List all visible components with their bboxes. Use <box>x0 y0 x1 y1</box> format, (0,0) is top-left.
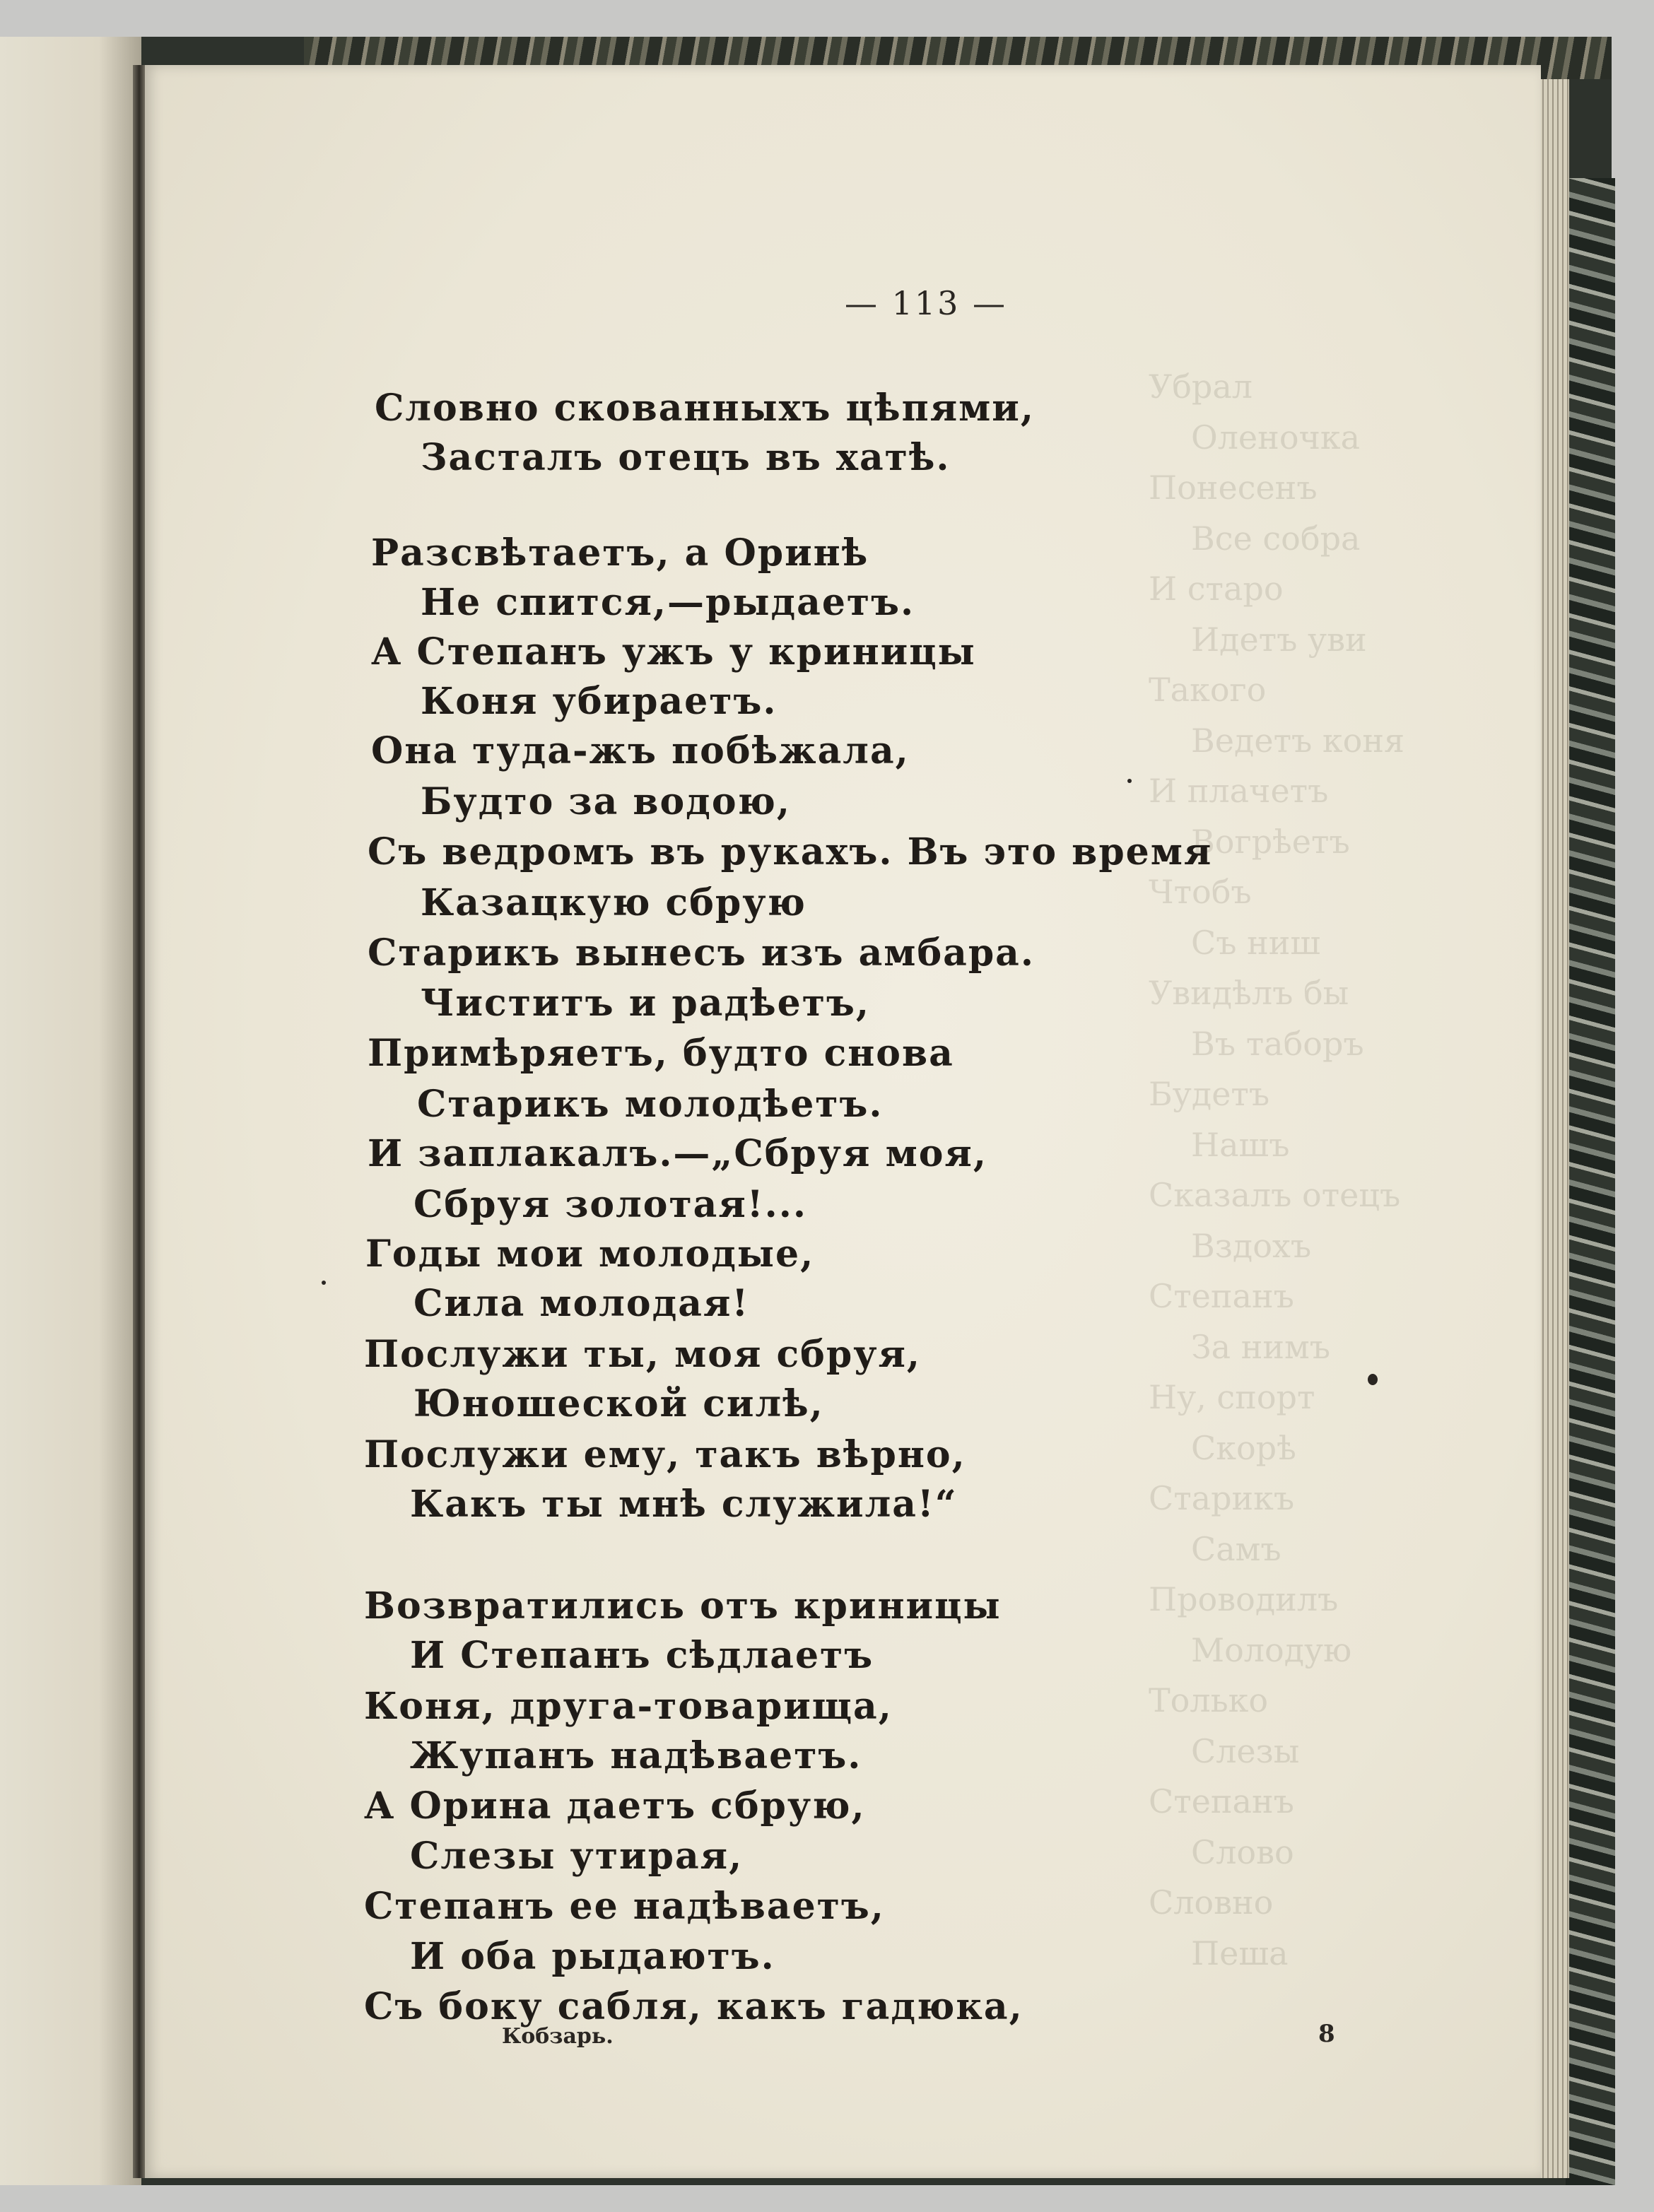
verse-line: Степанъ ее надѣваетъ, <box>364 1885 885 1928</box>
show-through-line: Убрал <box>1149 367 1253 406</box>
book-page <box>145 65 1541 2178</box>
verse-line: Не спится,—рыдаетъ. <box>421 581 915 624</box>
verse-line: Разсвѣтаетъ, а Оринѣ <box>371 531 869 575</box>
show-through-line: Съ ниш <box>1191 923 1321 962</box>
show-through-line: Степанъ <box>1149 1782 1294 1820</box>
show-through-line: Сказалъ отецъ <box>1149 1176 1401 1214</box>
verse-line: И оба рыдаютъ. <box>410 1935 775 1978</box>
verse-line: И заплакалъ.—„Сбруя моя, <box>368 1132 987 1175</box>
verse-line: Будто за водою, <box>421 780 791 823</box>
marbled-cover-right <box>1566 178 1615 2185</box>
show-through-line: Проводилъ <box>1149 1580 1339 1618</box>
verse-line: Какъ ты мнѣ служила!“ <box>410 1483 958 1526</box>
show-through-line: Только <box>1149 1681 1269 1719</box>
show-through-line: И старо <box>1149 570 1284 608</box>
verse-line: Казацкую сбрую <box>421 881 807 924</box>
show-through-line: Оленочка <box>1191 418 1361 457</box>
show-through-line: Въ таборъ <box>1191 1024 1364 1063</box>
show-through-line: Все собра <box>1191 519 1361 558</box>
show-through-line: Будетъ <box>1149 1075 1270 1113</box>
show-through-line: Молодую <box>1191 1630 1352 1669</box>
verse-line: Сила молодая! <box>414 1282 750 1325</box>
running-footer-title: Кобзарь. <box>502 2024 614 2049</box>
show-through-line: Идетъ уви <box>1191 620 1367 659</box>
show-through-line: Пеша <box>1191 1934 1289 1972</box>
verse-line: Сбруя золотая!... <box>414 1183 807 1226</box>
show-through-line: Ну, спорт <box>1149 1378 1315 1416</box>
ink-speck <box>322 1281 326 1285</box>
show-through-line: Словно <box>1149 1883 1274 1922</box>
show-through-line: Понесенъ <box>1149 469 1318 507</box>
show-through-line: Скорѣ <box>1191 1428 1296 1467</box>
verse-line: Слезы утирая, <box>410 1835 744 1878</box>
show-through-line: Увидѣлъ бы <box>1149 974 1349 1012</box>
verse-line: Годы мои молодые, <box>365 1233 815 1276</box>
show-through-line: Старикъ <box>1149 1479 1295 1517</box>
verse-line: Юношеской силѣ, <box>414 1382 824 1425</box>
verse-line: Чиститъ и радѣетъ, <box>421 982 870 1025</box>
verse-line: Она туда-жъ побѣжала, <box>371 729 910 772</box>
scanned-spread <box>0 37 1612 2185</box>
verse-line: Примѣряетъ, будто снова <box>368 1032 954 1075</box>
verse-line: Словно скованныхъ цѣпями, <box>375 387 1035 430</box>
verse-line: А Степанъ ужъ у криницы <box>371 630 976 673</box>
verse-line: И Степанъ сѣдлаетъ <box>410 1634 874 1677</box>
show-through-line: Слово <box>1191 1832 1294 1871</box>
verse-line: Коня, друга-товарища, <box>364 1685 893 1728</box>
show-through-line: Ведетъ коня <box>1191 721 1405 760</box>
previous-page-edge <box>0 37 141 2185</box>
ink-speck <box>1368 1374 1378 1385</box>
show-through-line: Чтобъ <box>1149 873 1252 911</box>
verse-line: Послужи ты, моя сбруя, <box>364 1333 922 1376</box>
verse-line: Съ ведромъ въ рукахъ. Въ это время <box>368 830 1213 873</box>
show-through-text <box>1149 362 1405 2016</box>
verse-line: Засталъ отецъ въ хатѣ. <box>421 436 951 479</box>
verse-line: А Орина даетъ сбрую, <box>364 1784 866 1828</box>
page-number: — 113 — <box>845 284 1008 322</box>
show-through-line: Самъ <box>1191 1529 1281 1568</box>
signature-mark: 8 <box>1318 2020 1335 2048</box>
verse-line: Послужи ему, такъ вѣрно, <box>364 1433 966 1476</box>
verse-line: Жупанъ надѣваетъ. <box>410 1734 862 1777</box>
show-through-line: Вогрѣетъ <box>1191 822 1350 861</box>
verse-line: Съ боку сабля, какъ гадюка, <box>364 1985 1024 2028</box>
verse-line: Старикъ молодѣетъ. <box>417 1083 884 1126</box>
ink-speck <box>1127 779 1132 783</box>
show-through-line: Нашъ <box>1191 1125 1290 1164</box>
verse-line: Возвратились отъ криницы <box>364 1584 1002 1628</box>
verse-line: Старикъ вынесъ изъ амбара. <box>368 931 1035 975</box>
show-through-line: Степанъ <box>1149 1277 1294 1315</box>
verse-line: Коня убираетъ. <box>421 680 778 723</box>
show-through-line: Вздохъ <box>1191 1226 1312 1265</box>
show-through-line: За нимъ <box>1191 1327 1331 1366</box>
show-through-line: Слезы <box>1191 1731 1300 1770</box>
show-through-line: И плачетъ <box>1149 772 1329 810</box>
show-through-line: Такого <box>1149 671 1267 709</box>
